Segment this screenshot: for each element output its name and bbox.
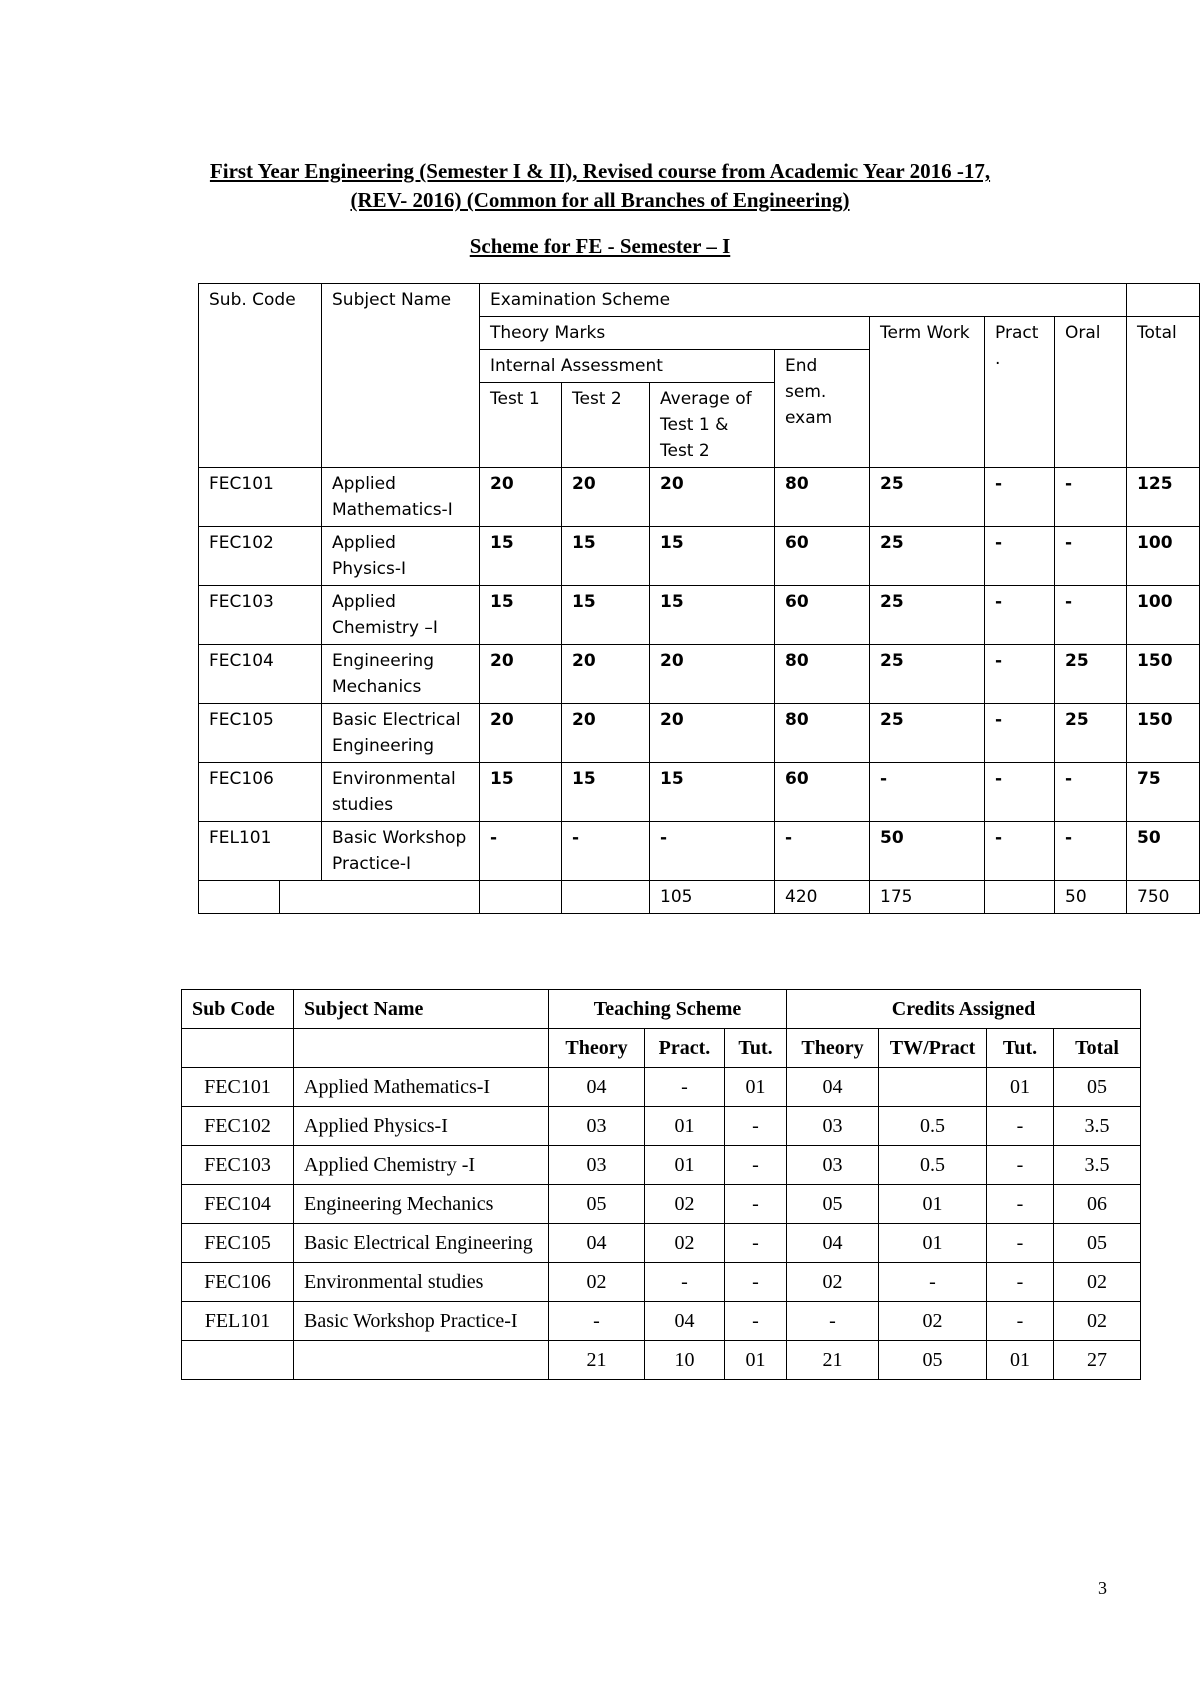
oral-cell: -	[1055, 527, 1127, 586]
header-tut: Tut.	[725, 1029, 787, 1068]
term-work-total-cell: 175	[870, 881, 985, 914]
average-cell: 15	[650, 527, 775, 586]
header-pract: Pract .	[985, 317, 1055, 468]
credit-total-cell: 06	[1054, 1185, 1141, 1224]
sub-code-cell: FEC106	[182, 1263, 294, 1302]
header-tw-pract: TW/Pract	[879, 1029, 987, 1068]
credit-tut-cell: -	[987, 1185, 1054, 1224]
total-cell: 125	[1127, 468, 1200, 527]
header-blank	[294, 1029, 549, 1068]
oral-total-cell: 50	[1055, 881, 1127, 914]
end-sem-cell: 60	[775, 527, 870, 586]
tw-pract-cell: -	[879, 1263, 987, 1302]
tut-cell: 01	[725, 1068, 787, 1107]
end-sem-cell: 80	[775, 468, 870, 527]
test2-cell: 15	[562, 586, 650, 645]
subject-name-cell: Applied Physics-I	[322, 527, 480, 586]
end-sem-cell: 60	[775, 763, 870, 822]
end-sem-cell: 60	[775, 586, 870, 645]
credit-tut-cell: -	[987, 1302, 1054, 1341]
tut-cell: -	[725, 1107, 787, 1146]
blank-cell	[182, 1341, 294, 1380]
credit-theory-cell: 03	[787, 1107, 879, 1146]
term-work-cell: 50	[870, 822, 985, 881]
table-row	[199, 645, 1200, 704]
header-term-work: Term Work	[870, 317, 985, 468]
subject-name-cell: Basic Workshop Practice-I	[322, 822, 480, 881]
credit-total-cell: 05	[1054, 1224, 1141, 1263]
theory-cell: 03	[549, 1146, 645, 1185]
header-test-2: Test 2	[562, 383, 650, 468]
sub-code-cell: FEC105	[199, 704, 322, 763]
table-row	[182, 1224, 1141, 1263]
subject-name-cell: Applied Physics-I	[294, 1107, 549, 1146]
header-end-sem-exam: End sem. exam	[775, 350, 870, 468]
sub-code-cell: FEC106	[199, 763, 322, 822]
table-row	[199, 468, 1200, 527]
blank-cell	[480, 881, 562, 914]
blank-cell	[199, 881, 280, 914]
table-row	[199, 527, 1200, 586]
test2-cell: -	[562, 822, 650, 881]
table-row	[199, 704, 1200, 763]
pract-cell: 04	[645, 1302, 725, 1341]
blank-cell	[294, 1341, 549, 1380]
theory-cell: -	[549, 1302, 645, 1341]
tut-cell: -	[725, 1185, 787, 1224]
sub-code-cell: FEC103	[182, 1146, 294, 1185]
credit-theory-cell: 04	[787, 1068, 879, 1107]
subject-name-cell: Basic Electrical Engineering	[322, 704, 480, 763]
pract-cell: 01	[645, 1107, 725, 1146]
tw-pract-cell: 01	[879, 1224, 987, 1263]
header-sub-code: Sub. Code	[199, 284, 322, 468]
table-row	[199, 586, 1200, 645]
header-theory: Theory	[549, 1029, 645, 1068]
header-test-1: Test 1	[480, 383, 562, 468]
header-blank	[1127, 284, 1200, 317]
sub-code-cell: FEL101	[182, 1302, 294, 1341]
oral-cell: -	[1055, 763, 1127, 822]
credit-tut-cell: 01	[987, 1068, 1054, 1107]
subject-name-cell: Engineering Mechanics	[322, 645, 480, 704]
credit-total-cell: 05	[1054, 1068, 1141, 1107]
test1-cell: 20	[480, 468, 562, 527]
credit-total-cell: 3.5	[1054, 1146, 1141, 1185]
blank-cell	[985, 881, 1055, 914]
header-pract: Pract.	[645, 1029, 725, 1068]
header-internal-assessment: Internal Assessment	[480, 350, 775, 383]
totals-row	[199, 881, 1200, 914]
tw-pract-cell: 0.5	[879, 1146, 987, 1185]
pract-cell: -	[985, 527, 1055, 586]
total-cell: 100	[1127, 586, 1200, 645]
theory-cell: 04	[549, 1224, 645, 1263]
scheme-title: Scheme for FE - Semester – I	[469, 234, 731, 258]
average-cell: 15	[650, 586, 775, 645]
subject-name-cell: Basic Workshop Practice-I	[294, 1302, 549, 1341]
test2-cell: 20	[562, 704, 650, 763]
header-theory-marks: Theory Marks	[480, 317, 870, 350]
credit-grand-total-cell: 27	[1054, 1341, 1141, 1380]
header-subject-name: Subject Name	[294, 990, 549, 1029]
average-cell: 20	[650, 468, 775, 527]
blank-cell	[562, 881, 650, 914]
credit-tut-cell: -	[987, 1107, 1054, 1146]
test2-cell: 15	[562, 763, 650, 822]
header-blank	[182, 1029, 294, 1068]
test1-cell: 15	[480, 586, 562, 645]
header-examination-scheme: Examination Scheme	[480, 284, 1127, 317]
sub-code-cell: FEC104	[199, 645, 322, 704]
pract-cell: -	[985, 763, 1055, 822]
tw-pract-cell: 02	[879, 1302, 987, 1341]
tut-cell: -	[725, 1146, 787, 1185]
subject-name-cell: Basic Electrical Engineering	[294, 1224, 549, 1263]
total-cell: 150	[1127, 645, 1200, 704]
table-row	[182, 1302, 1141, 1341]
sub-code-cell: FEC105	[182, 1224, 294, 1263]
tw-pract-cell	[879, 1068, 987, 1107]
page-number: 3	[1098, 1578, 1107, 1598]
totals-row	[182, 1341, 1141, 1380]
table-row	[182, 1263, 1141, 1302]
test2-cell: 20	[562, 468, 650, 527]
pract-cell: 01	[645, 1146, 725, 1185]
term-work-cell: 25	[870, 527, 985, 586]
table-row	[199, 822, 1200, 881]
subject-name-cell: Applied Mathematics-I	[322, 468, 480, 527]
average-cell: 20	[650, 704, 775, 763]
tw-pract-cell: 0.5	[879, 1107, 987, 1146]
term-work-cell: 25	[870, 586, 985, 645]
oral-cell: -	[1055, 586, 1127, 645]
credit-theory-cell: 02	[787, 1263, 879, 1302]
average-total-cell: 105	[650, 881, 775, 914]
blank-cell	[280, 881, 480, 914]
page-title	[0, 157, 1200, 215]
table-row	[182, 1185, 1141, 1224]
header-oral: Oral	[1055, 317, 1127, 468]
header-credit-tut: Tut.	[987, 1029, 1054, 1068]
table-row	[182, 1146, 1141, 1185]
header-total: Total	[1127, 317, 1200, 468]
oral-cell: -	[1055, 822, 1127, 881]
table-row	[199, 763, 1200, 822]
header-average: Average of Test 1 & Test 2	[650, 383, 775, 468]
credit-theory-cell: 04	[787, 1224, 879, 1263]
pract-cell: -	[985, 468, 1055, 527]
test1-cell: -	[480, 822, 562, 881]
theory-cell: 05	[549, 1185, 645, 1224]
credit-theory-total-cell: 21	[787, 1341, 879, 1380]
sub-code-cell: FEC101	[199, 468, 322, 527]
sub-code-cell: FEC102	[199, 527, 322, 586]
theory-cell: 02	[549, 1263, 645, 1302]
term-work-cell: 25	[870, 468, 985, 527]
end-sem-total-cell: 420	[775, 881, 870, 914]
pract-cell: -	[985, 645, 1055, 704]
credits-table	[181, 989, 1141, 1380]
end-sem-cell: 80	[775, 645, 870, 704]
sub-code-cell: FEC102	[182, 1107, 294, 1146]
term-work-cell: 25	[870, 704, 985, 763]
sub-code-cell: FEC104	[182, 1185, 294, 1224]
test1-cell: 20	[480, 645, 562, 704]
total-cell: 75	[1127, 763, 1200, 822]
total-cell: 100	[1127, 527, 1200, 586]
credit-tut-cell: -	[987, 1263, 1054, 1302]
pract-cell: -	[985, 704, 1055, 763]
credit-tut-total-cell: 01	[987, 1341, 1054, 1380]
test2-cell: 20	[562, 645, 650, 704]
test2-cell: 15	[562, 527, 650, 586]
pract-cell: -	[645, 1068, 725, 1107]
test1-cell: 20	[480, 704, 562, 763]
credit-total-cell: 3.5	[1054, 1107, 1141, 1146]
title-line-2: (REV- 2016) (Common for all Branches of Engineering)	[350, 188, 850, 212]
examination-scheme-table	[198, 283, 1200, 914]
header-credit-theory: Theory	[787, 1029, 879, 1068]
credit-total-cell: 02	[1054, 1263, 1141, 1302]
test1-cell: 15	[480, 527, 562, 586]
average-cell: 15	[650, 763, 775, 822]
subject-name-cell: Environmental studies	[322, 763, 480, 822]
pract-total-cell: 10	[645, 1341, 725, 1380]
tw-pract-cell: 01	[879, 1185, 987, 1224]
term-work-cell: -	[870, 763, 985, 822]
subject-name-cell: Applied Chemistry -I	[294, 1146, 549, 1185]
credit-theory-cell: 03	[787, 1146, 879, 1185]
pract-cell: -	[985, 822, 1055, 881]
theory-cell: 04	[549, 1068, 645, 1107]
credit-theory-cell: -	[787, 1302, 879, 1341]
tut-cell: -	[725, 1224, 787, 1263]
table-row	[182, 1068, 1141, 1107]
header-credits-assigned: Credits Assigned	[787, 990, 1141, 1029]
credit-tut-cell: -	[987, 1224, 1054, 1263]
average-cell: 20	[650, 645, 775, 704]
subject-name-cell: Applied Chemistry –I	[322, 586, 480, 645]
subject-name-cell: Applied Mathematics-I	[294, 1068, 549, 1107]
credit-tut-cell: -	[987, 1146, 1054, 1185]
tw-pract-total-cell: 05	[879, 1341, 987, 1380]
oral-cell: 25	[1055, 704, 1127, 763]
tut-total-cell: 01	[725, 1341, 787, 1380]
total-cell: 150	[1127, 704, 1200, 763]
subject-name-cell: Engineering Mechanics	[294, 1185, 549, 1224]
tut-cell: -	[725, 1302, 787, 1341]
pract-cell: -	[645, 1263, 725, 1302]
oral-cell: 25	[1055, 645, 1127, 704]
tut-cell: -	[725, 1263, 787, 1302]
end-sem-cell: -	[775, 822, 870, 881]
subject-name-cell: Environmental studies	[294, 1263, 549, 1302]
header-credit-total: Total	[1054, 1029, 1141, 1068]
credit-total-cell: 02	[1054, 1302, 1141, 1341]
grand-total-cell: 750	[1127, 881, 1200, 914]
oral-cell: -	[1055, 468, 1127, 527]
header-teaching-scheme: Teaching Scheme	[549, 990, 787, 1029]
term-work-cell: 25	[870, 645, 985, 704]
test1-cell: 15	[480, 763, 562, 822]
header-sub-code: Sub Code	[182, 990, 294, 1029]
end-sem-cell: 80	[775, 704, 870, 763]
sub-code-cell: FEC103	[199, 586, 322, 645]
sub-code-cell: FEL101	[199, 822, 322, 881]
sub-code-cell: FEC101	[182, 1068, 294, 1107]
pract-cell: 02	[645, 1185, 725, 1224]
pract-cell: 02	[645, 1224, 725, 1263]
credit-theory-cell: 05	[787, 1185, 879, 1224]
pract-cell: -	[985, 586, 1055, 645]
theory-total-cell: 21	[549, 1341, 645, 1380]
header-subject-name: Subject Name	[322, 284, 480, 468]
theory-cell: 03	[549, 1107, 645, 1146]
total-cell: 50	[1127, 822, 1200, 881]
title-line-1: First Year Engineering (Semester I & II), Revised course from Academic Year 2016 -17,	[209, 159, 991, 183]
average-cell: -	[650, 822, 775, 881]
table-row	[182, 1107, 1141, 1146]
